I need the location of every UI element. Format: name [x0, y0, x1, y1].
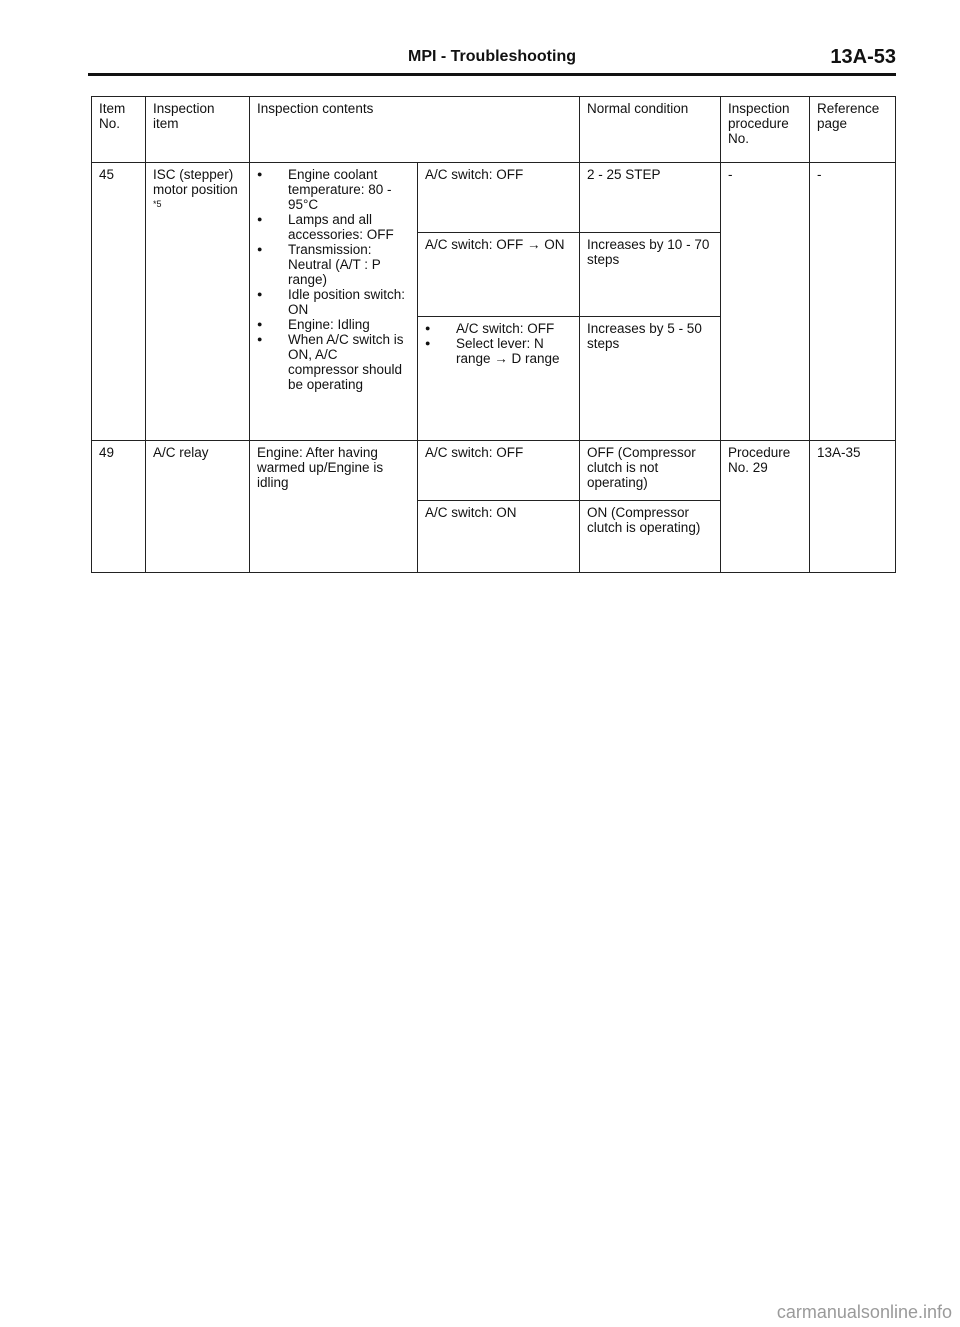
list-item: ● Lamps and all accessories: OFF [257, 212, 410, 242]
troubleshooting-table [91, 96, 896, 573]
header-inspection-contents: Inspection contents [250, 97, 580, 163]
procedure-cell: Procedure No. 29 [721, 441, 810, 573]
condition-cell [418, 317, 580, 441]
inspection-contents-cell [250, 163, 418, 441]
condition-cell: A/C switch: ON [418, 501, 580, 573]
page-number: 13A-53 [830, 46, 896, 68]
procedure-cell: - [721, 163, 810, 441]
header-inspection-item: Inspection item [146, 97, 250, 163]
condition-cell: A/C switch: OFF → ON [418, 233, 580, 317]
header-item-no: Item No. [92, 97, 146, 163]
list-item: ● Select lever: N range → D range [425, 336, 572, 366]
item-no-cell: 45 [92, 163, 146, 441]
page-title: MPI - Troubleshooting [408, 48, 576, 65]
table-header-row [92, 97, 896, 163]
reference-cell: 13A-35 [810, 441, 896, 573]
list-item: ● Engine: Idling [257, 317, 410, 332]
condition-cell: A/C switch: OFF [418, 163, 580, 233]
header-normal-condition: Normal condition [580, 97, 721, 163]
condition-list [425, 321, 572, 366]
watermark-text: carmanualsonline.info [776, 1302, 952, 1322]
list-item: ● Idle position switch: ON [257, 287, 410, 317]
table-row [92, 441, 896, 501]
normal-condition-cell: OFF (Compressor clutch is not operating) [580, 441, 721, 501]
inspection-item-text: ISC (stepper) motor position [153, 167, 238, 197]
list-item: ● Engine coolant temperature: 80 - 95°C [257, 167, 410, 212]
header-reference-page: Reference page [810, 97, 896, 163]
contents-list [257, 167, 410, 392]
normal-condition-cell: 2 - 25 STEP [580, 163, 721, 233]
normal-condition-cell: Increases by 10 - 70 steps [580, 233, 721, 317]
normal-condition-cell: ON (Compressor clutch is operating) [580, 501, 721, 573]
normal-condition-cell: Increases by 5 - 50 steps [580, 317, 721, 441]
header-inspection-procedure: Inspection procedure No. [721, 97, 810, 163]
inspection-contents-cell: Engine: After having warmed up/Engine is idling [250, 441, 418, 573]
table-row [92, 163, 896, 233]
inspection-item-note: *5 [153, 199, 162, 209]
header-rule [88, 73, 896, 76]
inspection-item-cell [146, 163, 250, 441]
inspection-item-cell: A/C relay [146, 441, 250, 573]
list-item: ● Transmission: Neutral (A/T : P range) [257, 242, 410, 287]
condition-cell: A/C switch: OFF [418, 441, 580, 501]
reference-cell: - [810, 163, 896, 441]
list-item: ● A/C switch: OFF [425, 321, 572, 336]
page-header [88, 48, 896, 72]
item-no-cell: 49 [92, 441, 146, 573]
list-item: ● When A/C switch is ON, A/C compressor should be operating [257, 332, 410, 392]
